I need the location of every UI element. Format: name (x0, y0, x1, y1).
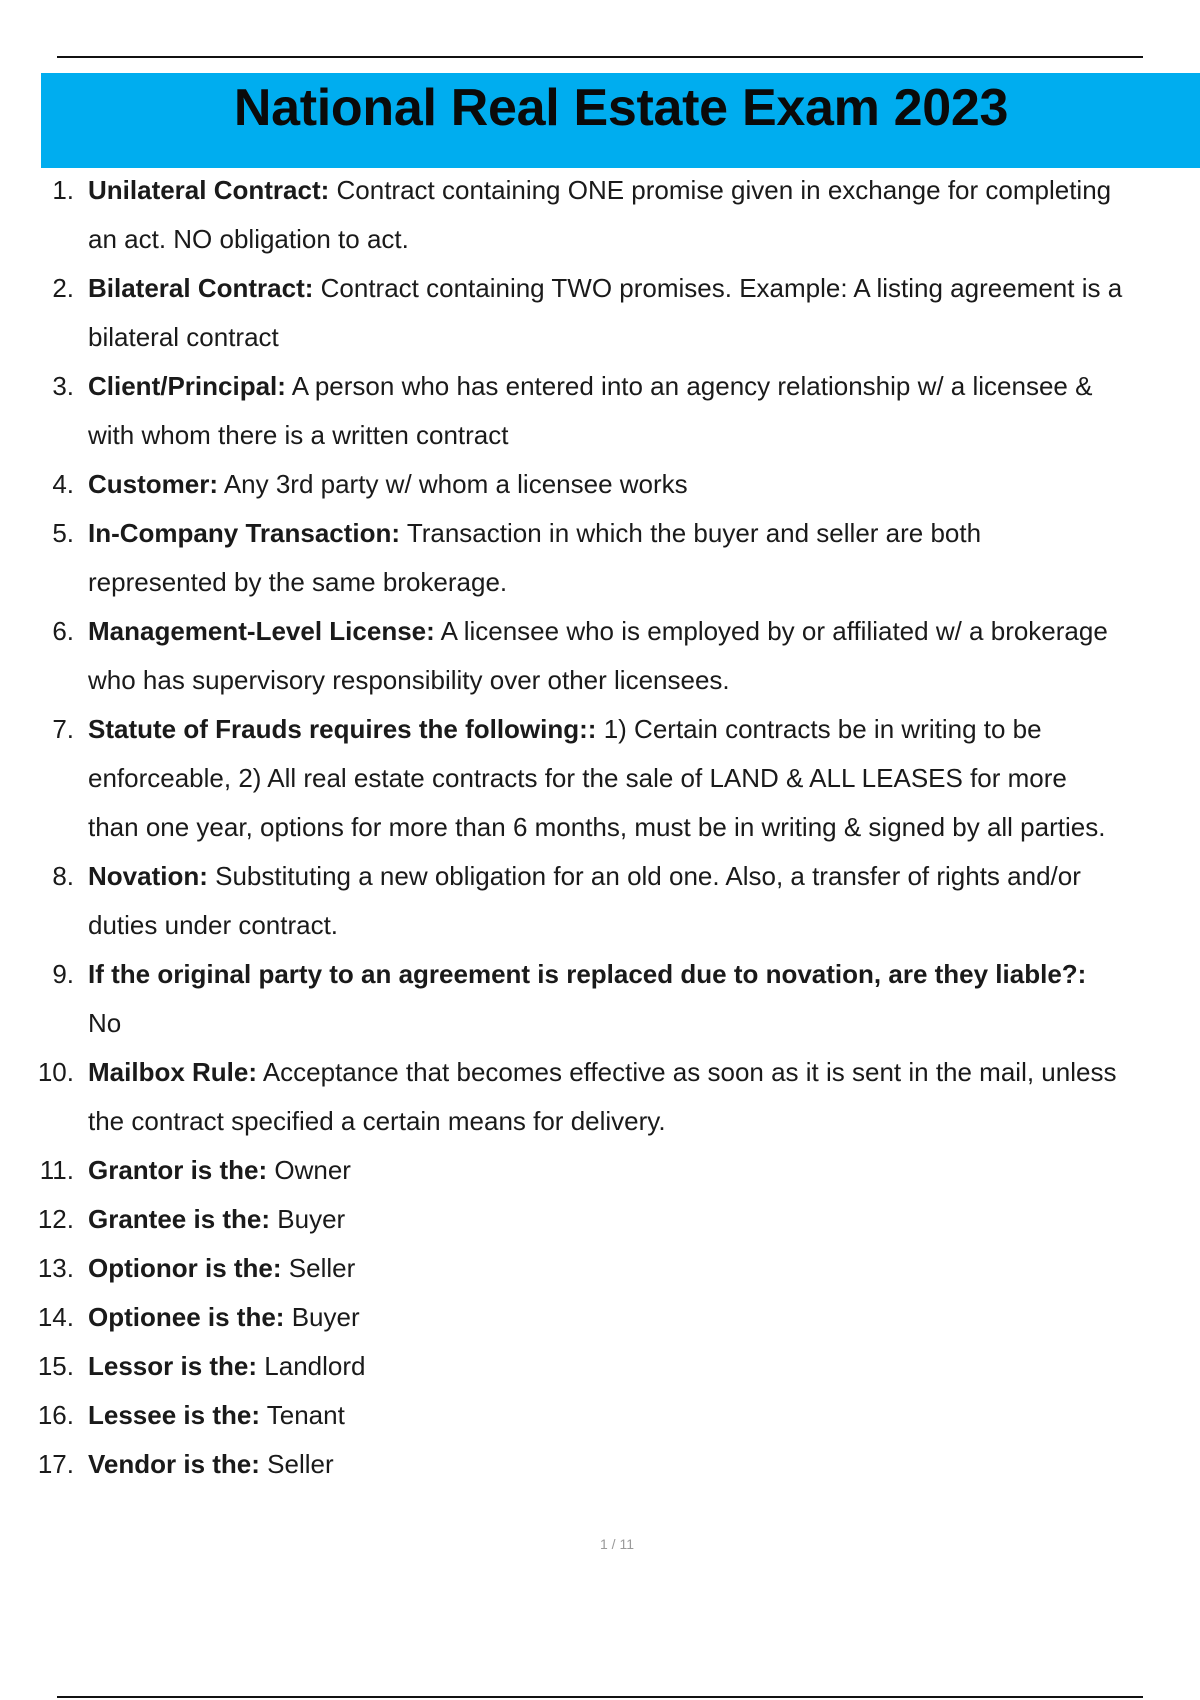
list-item (0, 509, 1200, 607)
item-definition: Contract containing ONE promise given in exchange for completing (336, 175, 1112, 205)
list-item (0, 362, 1200, 460)
item-definition-cont: enforceable, 2) All real estate contracts for the sale of LAND & ALL LEASES for more (88, 763, 1067, 793)
item-number: 15. (37, 1351, 74, 1381)
item-number: 11. (39, 1155, 74, 1185)
item-term: Optionee is the: (88, 1302, 285, 1332)
top-rule (57, 56, 1143, 58)
item-definition-cont: the contract specified a certain means for delivery. (88, 1106, 666, 1136)
item-term: Vendor is the: (88, 1449, 260, 1479)
item-term: Statute of Frauds requires the following:: (88, 714, 597, 744)
item-definition-cont: duties under contract. (88, 910, 339, 940)
item-definition: A person who has entered into an agency relationship w/ a licensee & (291, 371, 1093, 401)
item-term: Customer: (88, 469, 219, 499)
list-item (0, 1048, 1200, 1146)
item-number: 13. (37, 1253, 74, 1283)
item-definition: Contract containing TWO promises. Example: A listing agreement is a (320, 273, 1123, 303)
item-definition: Seller (267, 1449, 334, 1479)
page-title: National Real Estate Exam 2023 (233, 79, 1009, 137)
item-term: Grantor is the: (88, 1155, 268, 1185)
item-term: Unilateral Contract: (88, 175, 330, 205)
page-indicator: 1 / 11 (600, 1536, 634, 1552)
list-item (0, 1146, 1200, 1195)
title-banner (41, 73, 1200, 168)
list-item (0, 1342, 1200, 1391)
item-term: Lessee is the: (88, 1400, 260, 1430)
item-definition: A licensee who is employed by or affiliated w/ a brokerage (440, 616, 1108, 646)
item-definition: Any 3rd party w/ whom a licensee works (223, 469, 688, 499)
definition-list (0, 166, 1200, 1489)
item-number: 17. (37, 1449, 74, 1479)
item-number: 5. (52, 518, 74, 548)
list-item (0, 1195, 1200, 1244)
item-definition-cont: who has supervisory responsibility over other licensees. (88, 665, 730, 695)
item-definition: Buyer (277, 1204, 346, 1234)
item-number: 2. (52, 273, 74, 303)
item-number: 14. (37, 1302, 74, 1332)
item-term: Novation: (88, 861, 208, 891)
item-definition-cont: with whom there is a written contract (88, 420, 509, 450)
item-definition-cont: represented by the same brokerage. (88, 567, 508, 597)
item-number: 10. (37, 1057, 74, 1087)
item-number: 1. (52, 175, 74, 205)
item-number: 9. (52, 959, 74, 989)
item-number: 16. (37, 1400, 74, 1430)
item-definition: Seller (288, 1253, 356, 1283)
item-definition: No (88, 1008, 122, 1038)
item-term: Management-Level License: (88, 616, 435, 646)
item-number: 12. (37, 1204, 74, 1234)
item-definition: Acceptance that becomes effective as soon as it is sent in the mail, unless (262, 1057, 1117, 1087)
item-number: 7. (52, 714, 74, 744)
item-definition-cont: than one year, options for more than 6 months, must be in writing & signed by all parties. (88, 812, 1106, 842)
item-definition: Landlord (264, 1351, 366, 1381)
item-definition: 1) Certain contracts be in writing to be (603, 714, 1042, 744)
item-number: 4. (52, 469, 74, 499)
item-term: Mailbox Rule: (88, 1057, 258, 1087)
item-term: In-Company Transaction: (88, 518, 401, 548)
list-item (0, 1293, 1200, 1342)
item-definition: Buyer (291, 1302, 360, 1332)
item-definition-cont: bilateral contract (88, 322, 279, 352)
item-term: Lessor is the: (88, 1351, 258, 1381)
item-number: 6. (52, 616, 74, 646)
item-term: Optionor is the: (88, 1253, 282, 1283)
list-item (0, 264, 1200, 362)
item-term: Bilateral Contract: (88, 273, 314, 303)
list-item (0, 852, 1200, 950)
item-definition: Owner (274, 1155, 351, 1185)
list-item (0, 1244, 1200, 1293)
list-item (0, 1440, 1200, 1489)
bottom-rule (57, 1696, 1143, 1698)
item-term: Grantee is the: (88, 1204, 271, 1234)
item-definition: Substituting a new obligation for an old one. Also, a transfer of rights and/or (215, 861, 1081, 891)
item-number: 3. (52, 371, 74, 401)
item-number: 8. (52, 861, 74, 891)
list-item (0, 950, 1200, 1048)
list-item (0, 1391, 1200, 1440)
list-item (0, 607, 1200, 705)
item-definition: Transaction in which the buyer and seller are both (406, 518, 982, 548)
item-term: If the original party to an agreement is replaced due to novation, are they liable?: (88, 959, 1087, 989)
list-item (0, 460, 1200, 509)
item-term: Client/Principal: (88, 371, 286, 401)
list-item (0, 166, 1200, 264)
list-item (0, 705, 1200, 852)
item-definition: Tenant (266, 1400, 345, 1430)
item-definition-cont: an act. NO obligation to act. (88, 224, 409, 254)
